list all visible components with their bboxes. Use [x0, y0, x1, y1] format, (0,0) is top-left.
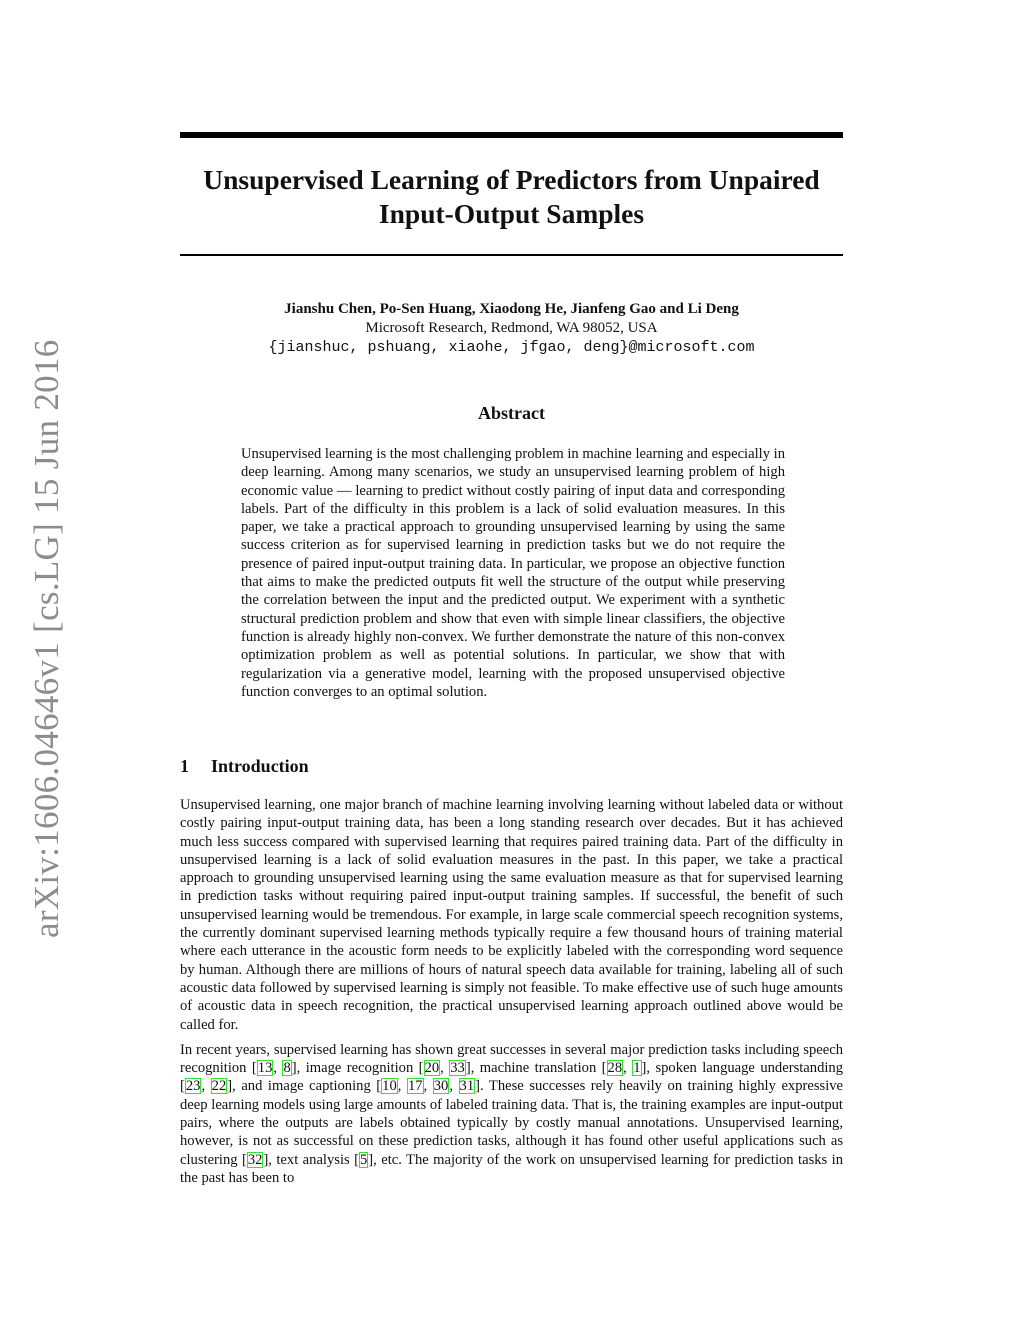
- paragraph-text: In recent years, supervised learning has shown great successes in several major prediction tasks including speech recognition [: [180, 1041, 843, 1077]
- abstract-text: Unsupervised learning is the most challenging problem in machine learning and especially in deep learning. Among many scenarios, we study an unsupervised learning problem of high economic value — learning to predict without costly pairing of input data and corresponding labels. Part of the difficulty in this problem is a lack of solid evaluation measures. In this paper, we take a practical approach to grounding unsupervised learning by using the same success criterion as for supervised learning in prediction tasks but we do not require the presence of paired input-output training data. In particular, we propose an objective function that aims to make the predicted outputs fit well the structure of the output while preserving the correlation between the input and the predicted output. We experiment with a synthetic structural prediction problem and show that even with simple linear classifiers, the objective function is already highly non-convex. We further demonstrate the nature of this non-convex optimization problem as well as potential solutions. In particular, we show that with regularization via a generative model, learning with the proposed unsupervised objective function converges to an optimal solution.: [241, 446, 785, 700]
- abstract-heading: Abstract: [478, 403, 545, 423]
- citation-link[interactable]: 10: [382, 1078, 397, 1095]
- title-rule-bottom: [180, 254, 843, 256]
- paragraph-text: ]. These successes rely heavily on training highly expressive deep learning models using large amounts of labeled training data. That is, the training examples are input-output pairs, where the outputs are labels obtained typically by costly manual annotations. Unsupervised learning, however, is not as successful on these prediction tasks, although it has found other useful applications such as clustering [: [180, 1078, 844, 1168]
- section-number: 1: [180, 756, 189, 776]
- author-affiliation: Microsoft Research, Redmond, WA 98052, USA: [365, 320, 658, 336]
- paper-title: [180, 163, 843, 231]
- title-rule-top: [180, 132, 843, 138]
- introduction-body: [180, 796, 843, 1194]
- citation-link[interactable]: 23: [185, 1078, 201, 1095]
- intro-paragraph-1: Unsupervised learning, one major branch of machine learning involving learning without labeled data or without costly pairing input-output training data, has been a long standing research over decades. But it has achieved much less success compared with supervised learning that requires paired training data. Part of the difficulty in unsupervised learning is a lack of solid evaluation measures in the past. In this paper, we take a practical approach to grounding unsupervised learning using the same evaluation measure as that for supervised learning in prediction tasks without requiring paired input-output training samples. If successful, the benefit of such unsupervised learning would be tremendous. For example, in large scale commercial speech recognition systems, the currently dominant supervised learning methods typically require a few thousand hours of training material where each utterance in the acoustic form needs to be explicitly labeled with the corresponding word sequence by human. Although there are millions of hours of natural speech data available for training, labeling all of such acoustic data followed by supervised learning is simply not feasible. To make effective use of such huge amounts of acoustic data in speech recognition, the practical unsupervised learning approach outlined above would be called for.: [180, 797, 843, 1033]
- section-heading-introduction: [180, 756, 309, 777]
- paragraph-text: ], etc. The majority of the work on unsupervised learning for prediction tasks in the past has been to: [180, 1151, 844, 1186]
- citation-link[interactable]: 22: [211, 1078, 227, 1095]
- citation-link[interactable]: 32: [247, 1151, 263, 1168]
- citation-link[interactable]: 13: [257, 1060, 273, 1077]
- paragraph-text: ], spoken language understanding [: [180, 1060, 844, 1095]
- citation-link[interactable]: 30: [433, 1078, 449, 1095]
- citation-link[interactable]: 20: [424, 1060, 440, 1077]
- paragraph-text: ], image recognition [: [291, 1060, 424, 1077]
- author-emails: {jianshuc, pshuang, xiaohe, jfgao, deng}@microsoft.com: [268, 339, 755, 356]
- intro-paragraph-2: In recent years, supervised learning has shown great successes in several major prediction tasks including speech recognition [13, 8], image recognition [20, 33], machine translation [28, 1], spoken language understanding [23, 22], and image captioning [10, 17, 30, 31]. These successes rely heavily on training highly expressive deep learning models using large amounts of labeled training data. That is, the training examples are input-output pairs, where the outputs are labels obtained typically by costly manual annotations. Unsupervised learning, however, is not as successful on these prediction tasks, although it has found other useful applications such as clustering [32], text analysis [5], etc. The majority of the work on unsupervised learning for prediction tasks in the past has been to: [180, 1041, 844, 1186]
- citation-link[interactable]: 8: [283, 1060, 291, 1077]
- section-title: Introduction: [211, 756, 309, 776]
- citation-link[interactable]: 5: [360, 1151, 368, 1168]
- paper-title-line-1: Unsupervised Learning of Predictors from Unpaired: [203, 164, 820, 195]
- paragraph-text: ], machine translation [: [465, 1060, 607, 1077]
- paragraph-text: ], text analysis [: [263, 1151, 359, 1168]
- citation-link[interactable]: 1: [633, 1060, 641, 1077]
- arxiv-identifier-stamp: arXiv:1606.04646v1 [cs.LG] 15 Jun 2016: [27, 339, 66, 938]
- paper-title-line-2: Input-Output Samples: [378, 198, 645, 229]
- citation-link[interactable]: 17: [407, 1078, 423, 1095]
- author-names: Jianshu Chen, Po-Sen Huang, Xiaodong He, Jianfeng Gao and Li Deng: [284, 301, 739, 317]
- citation-link[interactable]: 31: [459, 1078, 475, 1095]
- citation-link[interactable]: 28: [607, 1060, 623, 1077]
- citation-link[interactable]: 33: [450, 1060, 465, 1077]
- author-block: [180, 300, 843, 357]
- paragraph-text: ], and image captioning [: [227, 1078, 382, 1095]
